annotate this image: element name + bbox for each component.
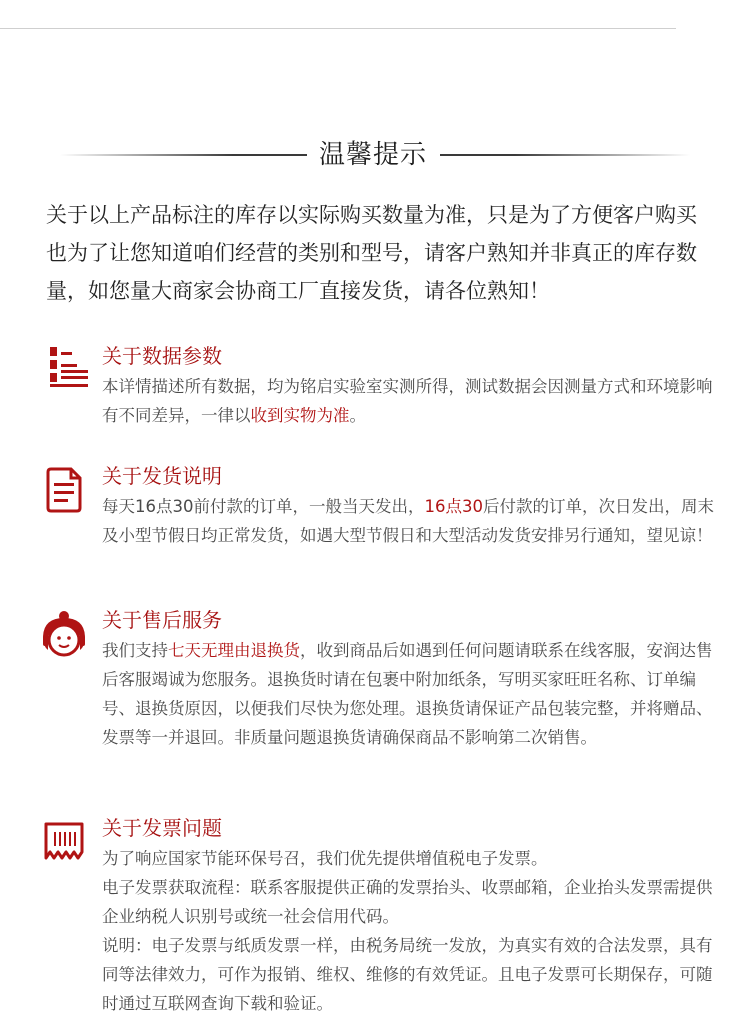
section-body: 本详情描述所有数据，均为铭启实验室实测所得，测试数据会因测量方式和环境影响有不同差异，一律以收到实物为准。 [102, 377, 713, 425]
title-row [0, 130, 750, 180]
title-rule-left [60, 154, 307, 156]
highlight-text: 16点30 [424, 497, 483, 516]
paragraph: 说明：电子发票与纸质发票一样，由税务局统一发放，为真实有效的合法发票，具有同等法律效力，可作为报销、维权、维修的有效凭证。且电子发票可长期保存，可随时通过互联网查询下载和验证。 [102, 936, 713, 1013]
section-heading: 关于发货说明 [102, 464, 222, 488]
section-heading: 关于发票问题 [102, 816, 222, 840]
section-heading: 关于售后服务 [102, 608, 222, 632]
section-body: 我们支持七天无理由退换货，收到商品后如遇到任何问题请联系在线客服，安润达售后客服竭诚为您服务。退换货时请在包裹中附加纸条，写明买家旺旺名称、订单编号、退换货原因，以便我们尽快为您处理。退换货请保证产品包装完整，并将赠品、发票等一并退回。非质量问题退换货请确保商品不影响第二次销售。 [102, 641, 713, 747]
highlight-text: 七天无理由退换货 [168, 641, 300, 660]
paragraph: 为了响应国家节能环保号召，我们优先提供增值税电子发票。 [102, 849, 548, 868]
customer-service-icon [40, 610, 88, 658]
paragraph: 电子发票获取流程：联系客服提供正确的发票抬头、收票邮箱，企业抬头发票需提供企业纳税人识别号或统一社会信用代码。 [102, 878, 713, 926]
receipt-icon [40, 818, 88, 866]
top-divider [0, 28, 676, 29]
section-heading: 关于数据参数 [102, 344, 222, 368]
title-rule-right [440, 154, 690, 156]
section-body: 每天16点30前付款的订单，一般当天发出，16点30后付款的订单，次日发出，周末及小型节假日均正常发货，如遇大型节假日和大型活动发货安排另行通知，望见谅！ [102, 497, 714, 545]
intro-text: 关于以上产品标注的库存以实际购买数量为准，只是为了方便客户购买也为了让您知道咱们经营的类别和型号，请客户熟知并非真正的库存数量，如您量大商家会协商工厂直接发货，请各位熟知！ [46, 203, 697, 303]
page-title: 温馨提示 [318, 140, 427, 170]
section-body [102, 844, 720, 1018]
document-icon [40, 466, 88, 514]
highlight-text: 收到实物为准 [250, 406, 350, 425]
list-icon [40, 346, 88, 394]
